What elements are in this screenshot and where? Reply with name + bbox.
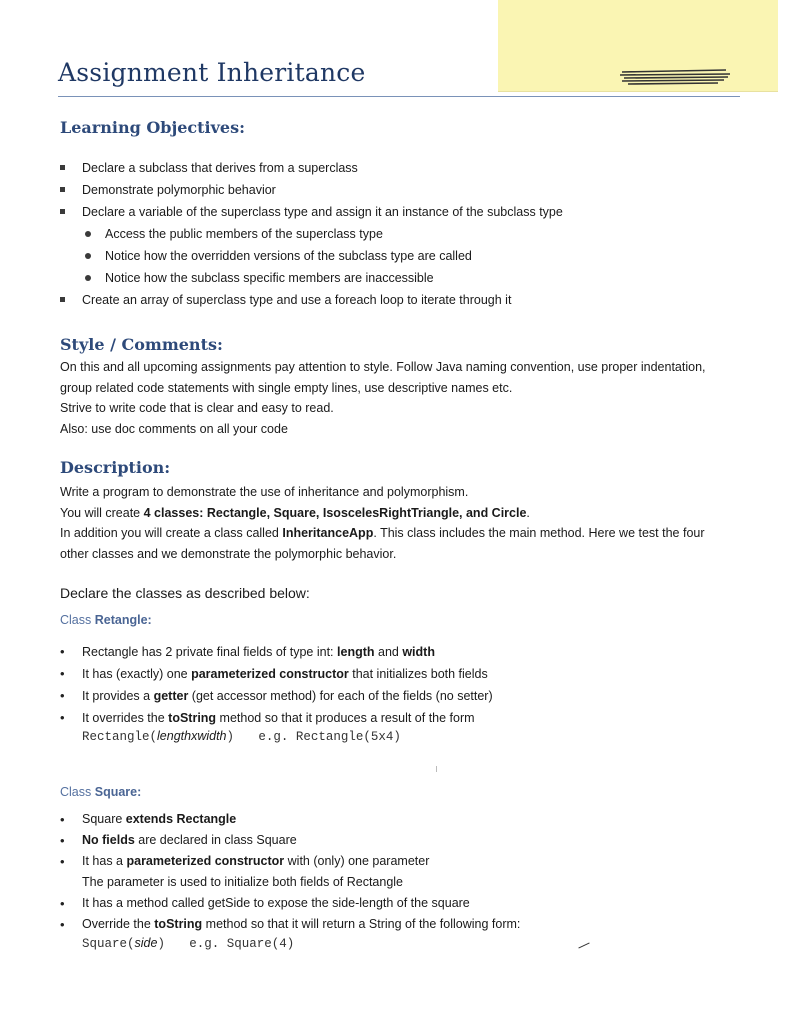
pen-mark (578, 943, 589, 949)
class-square-list (60, 809, 520, 935)
learning-objectives-list (60, 157, 563, 311)
bold-span: 4 classes: Rectangle, Square, IsoscelesRightTriangle, and Circle (143, 505, 527, 520)
list-item (60, 914, 520, 935)
text-span: with (only) one parameter (284, 854, 430, 868)
list-item (60, 851, 520, 872)
list-item: Create an array of superclass type and use a foreach loop to iterate through it (60, 289, 563, 311)
text-span: . This class includes the main method. Here we test the four (373, 526, 705, 540)
description-text (60, 482, 705, 564)
code-span: Square( (82, 937, 135, 951)
list-item (60, 830, 520, 851)
text-span: method so that it produces a result of the form (216, 711, 475, 725)
class-name: Retangle: (94, 613, 152, 627)
list-item (60, 809, 520, 830)
scribble-mark (618, 66, 738, 88)
paragraph-line: On this and all upcoming assignments pay attention to style. Follow Java naming convention, use proper indentation, (60, 360, 706, 374)
text-span: Class (60, 613, 95, 627)
bold-span: extends Rectangle (125, 812, 237, 826)
title-divider (58, 96, 740, 97)
text-span: Square (82, 812, 126, 826)
bold-span: parameterized constructor (126, 854, 285, 868)
text-span: In addition you will create a class called (60, 526, 283, 540)
paragraph-line: Also: use doc comments on all your code (60, 421, 288, 436)
class-square-label (60, 785, 141, 799)
bold-span: toString (168, 711, 217, 725)
list-item: Declare a variable of the superclass type and assign it an instance of the subclass type (60, 201, 563, 223)
list-item: Notice how the overridden versions of the subclass type are called (60, 245, 563, 267)
text-span: It has a (82, 854, 127, 868)
italic-span: side (134, 936, 158, 950)
list-item (60, 707, 493, 729)
code-span: ) (157, 937, 165, 951)
text-span: Override the (82, 917, 155, 931)
list-item: • It has a method called getSide to expose the side-length of the square (60, 893, 520, 914)
class-rectangle-list (60, 641, 493, 729)
scan-speck (436, 766, 437, 772)
text-span: and (374, 645, 403, 659)
list-item (60, 663, 493, 685)
list-item: Declare a subclass that derives from a superclass (60, 157, 563, 179)
text-span: that initializes both fields (348, 667, 488, 681)
bold-span: getter (153, 689, 189, 703)
code-example: e.g. Square(4) (189, 937, 295, 951)
learning-objectives-heading: Learning Objectives: (60, 118, 246, 137)
list-item: Access the public members of the superclass type (60, 223, 563, 245)
style-comments-text (60, 357, 706, 439)
class-rectangle-label (60, 613, 152, 627)
style-comments-heading: Style / Comments: (60, 335, 223, 354)
text-span: . (526, 505, 530, 520)
code-span: ) (226, 730, 235, 744)
bold-span: InheritanceApp (282, 526, 374, 540)
text-span: are declared in class Square (134, 833, 297, 847)
paragraph-line: other classes and we demonstrate the polymorphic behavior. (60, 546, 397, 561)
text-span: Class (60, 785, 95, 799)
paragraph-line (60, 503, 705, 524)
code-example: e.g. Rectangle(5x4) (258, 730, 401, 744)
italic-span: lengthxwidth (157, 729, 227, 743)
paragraph-line: Write a program to demonstrate the use of inheritance and polymorphism. (60, 485, 469, 499)
square-format-line (82, 936, 294, 951)
paragraph-line (60, 523, 705, 544)
bold-span: width (402, 645, 435, 659)
class-name: Square: (94, 785, 142, 799)
page-title: Assignment Inheritance (58, 58, 366, 87)
list-item (60, 641, 493, 663)
text-span: Rectangle has 2 private final fields of type int: (82, 645, 338, 659)
bold-span: No fields (82, 833, 135, 847)
rectangle-format-line (82, 729, 401, 744)
bold-span: parameterized constructor (191, 667, 349, 681)
text-span: It provides a (82, 689, 154, 703)
paragraph-line: Strive to write code that is clear and easy to read. (60, 401, 334, 415)
text-span: It has (exactly) one (82, 667, 192, 681)
list-item: Notice how the subclass specific members are inaccessible (60, 267, 563, 289)
text-span: method so that it will return a String of the following form: (202, 917, 521, 931)
code-span: Rectangle( (82, 730, 158, 744)
bold-span: length (337, 645, 375, 659)
text-span: (get accessor method) for each of the fields (no setter) (188, 689, 493, 703)
text-span: You will create (60, 505, 144, 520)
list-item-continuation: The parameter is used to initialize both fields of Rectangle (82, 875, 404, 889)
text-span: It overrides the (82, 711, 169, 725)
paragraph-line: group related code statements with single empty lines, use descriptive names etc. (60, 380, 513, 395)
bold-span: toString (154, 917, 203, 931)
declare-classes-text: Declare the classes as described below: (60, 585, 310, 601)
list-item: Demonstrate polymorphic behavior (60, 179, 563, 201)
list-item (60, 685, 493, 707)
description-heading: Description: (60, 458, 171, 477)
